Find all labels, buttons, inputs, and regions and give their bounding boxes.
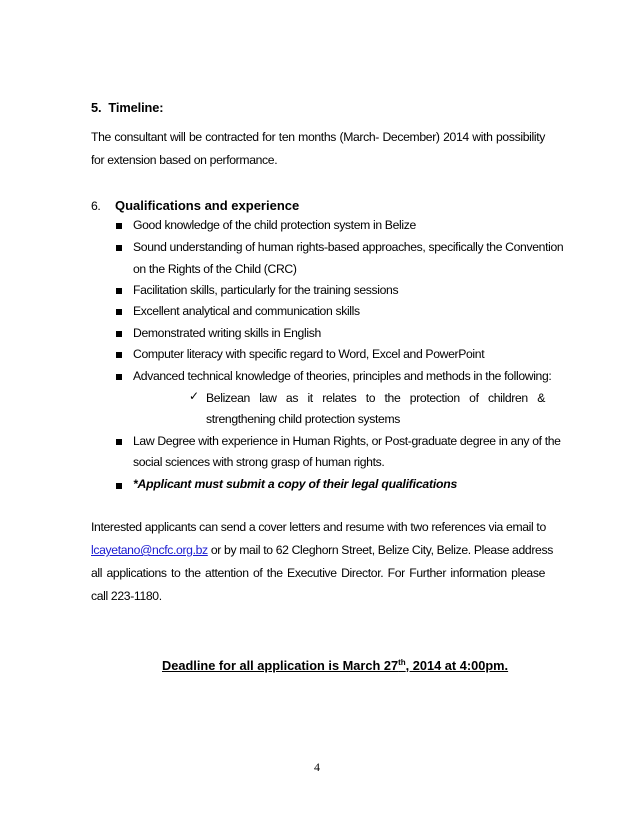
qualification-item-7: Advanced technical knowledge of theories, principles and methods in the following: (133, 369, 552, 383)
timeline-paragraph-line-1: The consultant will be contracted for ten months (March- December) 2014 with possibility (91, 130, 545, 144)
section-6-title-text: Qualifications and experience (115, 198, 300, 213)
qualification-item-4: Excellent analytical and communication skills (133, 304, 360, 318)
bullet-square (116, 223, 122, 229)
bullet-square (116, 309, 122, 315)
apply-paragraph-line-4: call 223-1180. (91, 589, 162, 603)
qualification-item-9: *Applicant must submit a copy of their legal qualifications (133, 477, 458, 491)
deadline-text: Deadline for all application is March 27 (162, 658, 399, 673)
timeline-paragraph-line-2: for extension based on performance. (91, 153, 278, 167)
apply-paragraph-line-1: Interested applicants can send a cover letters and resume with two references via email to (91, 520, 546, 534)
deadline-notice (162, 658, 508, 673)
qualification-item-6: Computer literacy with specific regard to Word, Excel and PowerPoint (133, 347, 485, 361)
deadline-superscript: th (398, 658, 406, 667)
sub-item-line-1: Belizean law as it relates to the protection of children & (206, 391, 545, 405)
email-link[interactable]: lcayetano@ncfc.org.bz (91, 543, 208, 557)
deadline-text-end: , 2014 at 4:00pm. (405, 658, 509, 673)
section-6-title (115, 198, 299, 213)
qualification-item-8-line-2: social sciences with strong grasp of human rights. (133, 455, 385, 469)
bullet-square (116, 374, 122, 380)
bullet-square (116, 245, 122, 251)
section-5-number: 5. (91, 100, 102, 115)
qualification-item-1: Good knowledge of the child protection system in Belize (133, 218, 416, 232)
bullet-square (116, 352, 122, 358)
bullet-square (116, 288, 122, 294)
qualification-item-2-line-2: on the Rights of the Child (CRC) (133, 262, 297, 276)
section-5-title: Timeline: (108, 100, 164, 115)
sub-item-line-2: strengthening child protection systems (206, 412, 400, 426)
qualification-item-8-line-1: Law Degree with experience in Human Rights, or Post-graduate degree in any of the (133, 434, 561, 448)
section-5-heading (91, 100, 163, 115)
qualification-item-2-line-1: Sound understanding of human rights-based approaches, specifically the Convention (133, 240, 564, 254)
apply-paragraph-line-2-rest: or by mail to 62 Cleghorn Street, Belize City, Belize. Please address (207, 543, 553, 557)
section-6-number: 6. (91, 199, 101, 213)
bullet-square (116, 483, 122, 489)
bullet-square (116, 331, 122, 337)
apply-paragraph-line-3: all applications to the attention of the Executive Director. For Further information please (91, 566, 545, 580)
checkmark-icon: ✓ (189, 389, 200, 403)
apply-paragraph-line-2 (91, 543, 553, 557)
page-number: 4 (314, 760, 320, 774)
qualification-item-5: Demonstrated writing skills in English (133, 326, 321, 340)
bullet-square (116, 439, 122, 445)
qualification-item-3: Facilitation skills, particularly for the training sessions (133, 283, 399, 297)
